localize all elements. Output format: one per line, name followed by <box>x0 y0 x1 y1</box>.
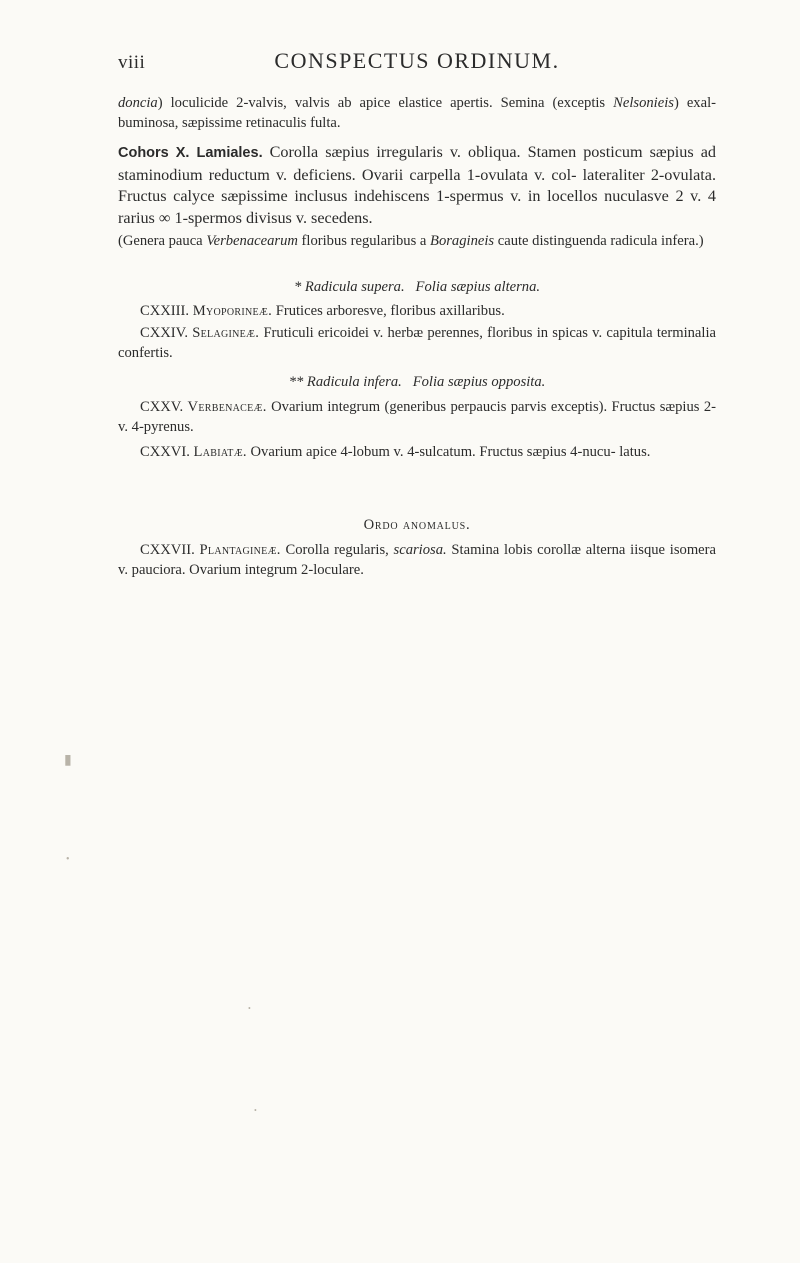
order-name: Plantagineæ. <box>199 542 281 558</box>
order-name: Labiatæ. <box>193 444 247 460</box>
family-name: Verbenacearum <box>206 233 298 249</box>
order-description: Ovarium apice 4-lobum v. 4-sulcatum. Fructus sæpius 4-nucu- latus. <box>250 444 651 460</box>
paper-speck: ▮ <box>64 753 72 768</box>
order-entry <box>118 301 716 321</box>
text-run: ) exal- buminosa, sæpissime retinaculis fulta. <box>118 95 716 131</box>
order-number: CXXIII. <box>140 303 190 319</box>
page-number: viii <box>118 52 146 73</box>
text-run: Stamina lobis corollæ alterna iisque isomera v. pauciora. Ovarium integrum 2-loculare. <box>118 542 716 578</box>
section-heading-1: * Radicula supera. Folia sæpius alterna. <box>293 279 541 295</box>
text-run: Corolla regularis, <box>285 542 394 558</box>
order-number: CXXVI. <box>140 444 190 460</box>
order-number: CXXV. <box>140 399 184 415</box>
text-run: (Genera pauca <box>118 233 207 249</box>
order-description: Frutices arboresve, floribus axillaribus. <box>275 303 505 319</box>
cohort-paragraph <box>118 142 716 229</box>
paper-speck: • <box>254 1106 257 1115</box>
running-title: CONSPECTUS ORDINUM. <box>274 48 560 73</box>
order-name: Selagineæ. <box>192 325 260 341</box>
text-run: floribus regularibus a <box>297 233 431 249</box>
paper-speck: • <box>248 1004 251 1013</box>
section-heading-2: ** Radicula infera. Folia sæpius opposita. <box>288 374 546 390</box>
paper-speck: • <box>66 854 70 865</box>
text-run: ) loculicide 2-valvis, valvis ab apice elastice apertis. Semina (exceptis <box>157 95 614 111</box>
note-paragraph <box>118 231 716 251</box>
order-name: Myoporineæ. <box>192 303 273 319</box>
order-description: Fruticuli ericoidei v. herbæ perennes, floribus in spicas v. capitula terminalia confertis. <box>118 325 716 361</box>
order-number: CXXIV. <box>140 325 188 341</box>
genus-fragment: doncia <box>118 95 158 111</box>
text-run: caute distinguenda radicula infera.) <box>494 233 704 249</box>
order-entry <box>118 442 716 462</box>
italic-term: scariosa. <box>393 542 447 558</box>
cohort-label: Cohors X. <box>118 145 190 161</box>
cohort-description: Corolla sæpius irregularis v. obliqua. Stamen posticum sæpius ad staminodium reductum v. deficiens. Ovarii carpella 1-ovulata v. col- lateraliter 2-ovulata. Fructus calyce sæpissime inclusus indehiscens 1-spermus v. in locellos nuculasve 2 v. 4 rarius ∞ 1-spermos divisus v. secedens. <box>118 143 716 227</box>
cohort-name: Lamiales. <box>196 145 263 161</box>
order-entry <box>118 323 716 363</box>
order-entry <box>118 540 716 580</box>
order-number: CXXVII. <box>140 542 195 558</box>
order-name: Verbenaceæ. <box>187 399 267 415</box>
tribe-name: Nelsonieis <box>613 95 674 111</box>
continued-paragraph <box>118 93 716 133</box>
order-entry <box>118 397 716 437</box>
ordo-anomalus-heading: Ordo anomalus. <box>363 517 471 533</box>
order-description: Ovarium integrum (generibus perpaucis parvis exceptis). Fructus sæpius 2- v. 4-pyrenus. <box>118 399 717 435</box>
page-header <box>118 48 716 80</box>
family-name: Boragineis <box>430 233 495 249</box>
